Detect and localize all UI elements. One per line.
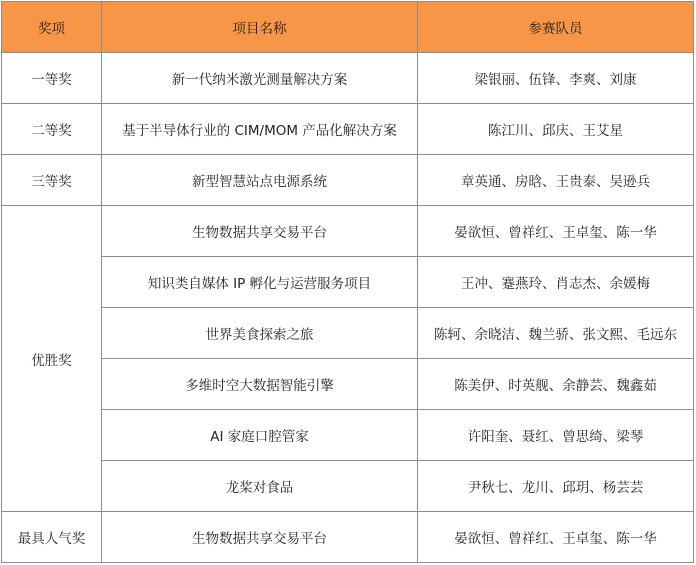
project-cell: 生物数据共享交易平台: [102, 206, 418, 257]
table-row: [2, 206, 694, 257]
header-team: 参赛队员: [418, 2, 694, 53]
table-row: [2, 155, 694, 206]
project-cell: 新型智慧站点电源系统: [102, 155, 418, 206]
table-row: [2, 257, 694, 308]
table-row: [2, 461, 694, 512]
project-cell: 知识类自媒体 IP 孵化与运营服务项目: [102, 257, 418, 308]
award-cell: 一等奖: [2, 53, 102, 104]
table-row: [2, 53, 694, 104]
award-cell: 二等奖: [2, 104, 102, 155]
team-cell: 许阳奎、聂红、曾思绮、梁琴: [418, 410, 694, 461]
project-cell: 多维时空大数据智能引擎: [102, 359, 418, 410]
team-cell: 梁银丽、伍锋、李爽、刘康: [418, 53, 694, 104]
project-cell: 龙桨对食品: [102, 461, 418, 512]
project-cell: 世界美食探索之旅: [102, 308, 418, 359]
table-row: [2, 104, 694, 155]
team-cell: 陈轲、余晓洁、魏兰骄、张文熙、毛远东: [418, 308, 694, 359]
team-cell: 陈江川、邱庆、王艾星: [418, 104, 694, 155]
team-cell: 王冲、蹇燕玲、肖志杰、余媛梅: [418, 257, 694, 308]
table-row: [2, 410, 694, 461]
team-cell: 晏欲恒、曾祥红、王卓玺、陈一华: [418, 512, 694, 563]
table-row: [2, 359, 694, 410]
award-cell: 最具人气奖: [2, 512, 102, 563]
award-cell: 三等奖: [2, 155, 102, 206]
header-award: 奖项: [2, 2, 102, 53]
project-cell: 基于半导体行业的 CIM/MOM 产品化解决方案: [102, 104, 418, 155]
team-cell: 晏欲恒、曾祥红、王卓玺、陈一华: [418, 206, 694, 257]
project-cell: AI 家庭口腔管家: [102, 410, 418, 461]
awards-table: [1, 1, 694, 563]
table-row: [2, 308, 694, 359]
award-cell: 优胜奖: [2, 206, 102, 512]
project-cell: 生物数据共享交易平台: [102, 512, 418, 563]
team-cell: 陈美伊、时英舰、余静芸、魏鑫茹: [418, 359, 694, 410]
project-cell: 新一代纳米激光测量解决方案: [102, 53, 418, 104]
team-cell: 章英通、房晗、王贵泰、吴逊兵: [418, 155, 694, 206]
table-row: [2, 512, 694, 563]
header-row: [2, 2, 694, 53]
team-cell: 尹秋七、龙川、邱玥、杨芸芸: [418, 461, 694, 512]
header-project: 项目名称: [102, 2, 418, 53]
